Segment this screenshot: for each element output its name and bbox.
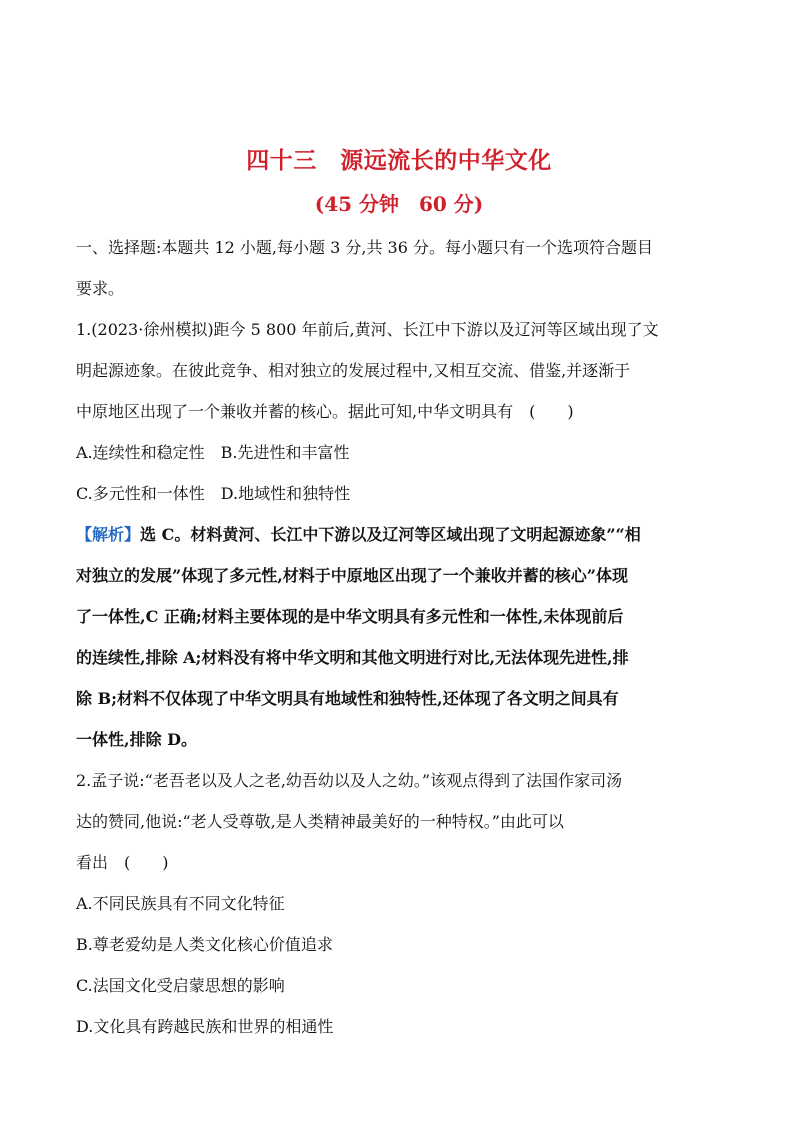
question-stem-line: 达的赞同,他说:“老人受尊敬,是人类精神最美好的一种特权。”由此可以 bbox=[76, 812, 564, 831]
question-2-stem bbox=[76, 760, 722, 883]
question-stem-line: 中原地区出现了一个兼收并蓄的核心。据此可知,中华文明具有 ( ) bbox=[76, 402, 574, 421]
question-stem-line: 看出 ( ) bbox=[76, 853, 169, 872]
section-intro-line: 要求。 bbox=[76, 279, 125, 298]
question-1-option-row bbox=[76, 432, 722, 473]
option-a[interactable]: A.不同民族具有不同文化特征 bbox=[76, 894, 285, 913]
option-c[interactable]: C.法国文化受启蒙思想的影响 bbox=[76, 976, 285, 995]
analysis-line: 一体性,排除 D。 bbox=[76, 730, 198, 749]
question-stem-line: 明起源迹象。在彼此竞争、相对独立的发展过程中,又相互交流、借鉴,并逐渐于 bbox=[76, 361, 631, 380]
analysis-line: 对独立的发展”体现了多元性,材料于中原地区出现了一个兼收并蓄的核心”体现 bbox=[76, 566, 628, 585]
analysis-tag: 【解析】 bbox=[76, 525, 141, 544]
analysis-line: 除 B;材料不仅体现了中华文明具有地域性和独特性,还体现了各文明之间具有 bbox=[76, 689, 619, 708]
option-c[interactable]: C.多元性和一体性 bbox=[76, 484, 205, 503]
question-1-analysis bbox=[76, 514, 722, 760]
option-b[interactable]: B.先进性和丰富性 bbox=[220, 443, 350, 462]
option-d[interactable]: D.文化具有跨越民族和世界的相通性 bbox=[76, 1017, 334, 1036]
section-intro bbox=[76, 227, 722, 309]
section-intro-line: 一、选择题:本题共 12 小题,每小题 3 分,共 36 分。每小题只有一个选项符合题目 bbox=[76, 238, 653, 257]
option-b[interactable]: B.尊老爱幼是人类文化核心价值追求 bbox=[76, 935, 333, 954]
option-a[interactable]: A.连续性和稳定性 bbox=[76, 443, 205, 462]
analysis-line bbox=[76, 514, 722, 555]
question-1-stem bbox=[76, 309, 722, 432]
question-stem-line: 2.孟子说:“老吾老以及人之老,幼吾幼以及人之幼。”该观点得到了法国作家司汤 bbox=[76, 771, 623, 790]
analysis-line: 的连续性,排除 A;材料没有将中华文明和其他文明进行对比,无法体现先进性,排 bbox=[76, 648, 629, 667]
analysis-line: 了一体性,C 正确;材料主要体现的是中华文明具有多元性和一体性,未体现前后 bbox=[76, 607, 624, 626]
question-stem-line: 1.(2023·徐州模拟)距今 5 800 年前后,黄河、长江中下游以及辽河等区域出现了文 bbox=[76, 320, 659, 339]
option-d[interactable]: D.地域性和独特性 bbox=[220, 484, 351, 503]
page-title: 四十三 源远流长的中华文化 bbox=[246, 148, 552, 174]
page-subtitle: (45 分钟 60 分) bbox=[314, 192, 484, 216]
analysis-text: 选 C。材料黄河、长江中下游以及辽河等区域出现了文明起源迹象”“相 bbox=[140, 525, 641, 544]
question-1-option-row bbox=[76, 473, 722, 514]
